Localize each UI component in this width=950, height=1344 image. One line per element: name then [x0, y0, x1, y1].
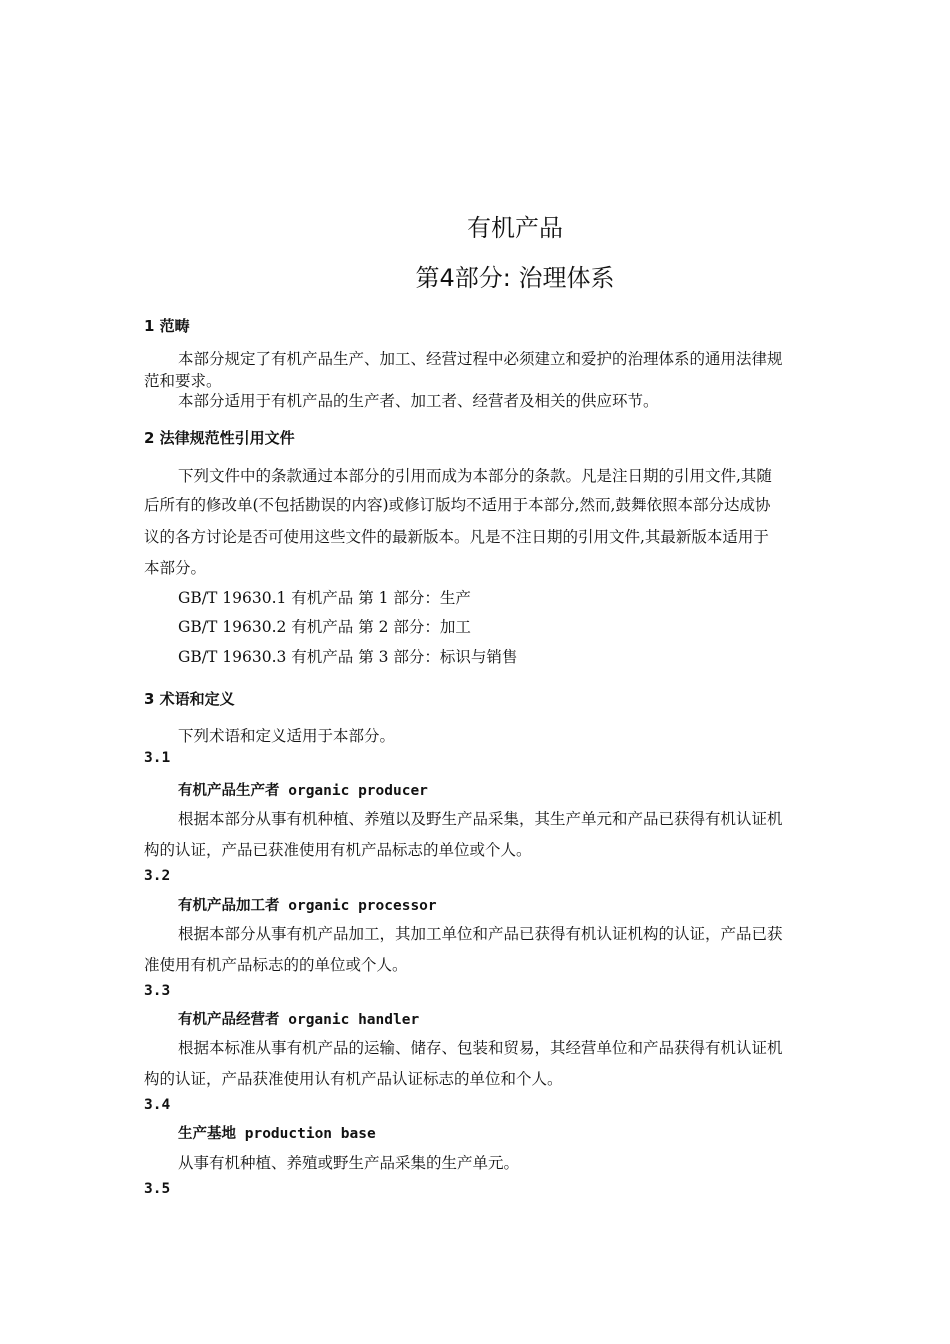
paragraph-line: 下列文件中的条款通过本部分的引用而成为本部分的条款。凡是注日期的引用文件,其随	[178, 467, 772, 485]
reference-item: GB/T 19630.2 有机产品 第 2 部分：加工	[178, 618, 471, 636]
reference-item: GB/T 19630.3 有机产品 第 3 部分：标识与销售	[178, 648, 518, 666]
section-heading-references: 2 法律规范性引用文件	[144, 429, 295, 447]
term-number: 3.4	[144, 1097, 171, 1113]
definition-line: 构的认证，产品已获准使用有机产品标志的单位或个人。	[144, 841, 532, 859]
term-title: 生产基地 production base	[178, 1126, 376, 1142]
paragraph-line: 本部分规定了有机产品生产、加工、经营过程中必须建立和爱护的治理体系的通用法律规	[178, 350, 783, 368]
paragraph-line: 议的各方讨论是否可使用这些文件的最新版本。凡是不注日期的引用文件,其最新版本适用于	[144, 528, 769, 546]
definition-line: 根据本部分从事有机种植、养殖以及野生产品采集，其生产单元和产品已获得有机认证机	[178, 810, 783, 828]
reference-item: GB/T 19630.1 有机产品 第 1 部分：生产	[178, 589, 471, 607]
paragraph-line: 后所有的修改单(不包括勘误的内容)或修订版均不适用于本部分,然而,鼓舞依照本部分达成协	[144, 496, 771, 514]
section-heading-terms: 3 术语和定义	[144, 690, 235, 708]
term-title: 有机产品生产者 organic producer	[178, 783, 428, 799]
paragraph-line: 范和要求。	[144, 372, 222, 390]
term-number: 3.1	[144, 750, 171, 766]
term-number: 3.5	[144, 1181, 171, 1197]
definition-line: 从事有机种植、养殖或野生产品采集的生产单元。	[178, 1154, 520, 1172]
paragraph-line: 本部分适用于有机产品的生产者、加工者、经营者及相关的供应环节。	[178, 392, 659, 410]
term-title: 有机产品经营者 organic handler	[178, 1012, 420, 1028]
paragraph-line: 本部分。	[144, 559, 207, 577]
term-number: 3.3	[144, 983, 171, 999]
definition-line: 准使用有机产品标志的的单位或个人。	[144, 956, 408, 974]
document-subtitle: 第4部分: 治理体系	[415, 264, 615, 292]
definition-line: 构的认证，产品获准使用认有机产品认证标志的单位和个人。	[144, 1070, 563, 1088]
paragraph-line: 下列术语和定义适用于本部分。	[178, 727, 396, 745]
document-title: 有机产品	[467, 214, 563, 242]
term-title: 有机产品加工者 organic processor	[178, 898, 437, 914]
definition-line: 根据本部分从事有机产品加工，其加工单位和产品已获得有机认证机构的认证，产品已获	[178, 925, 783, 943]
term-number: 3.2	[144, 868, 171, 884]
definition-line: 根据本标准从事有机产品的运输、储存、包装和贸易，其经营单位和产品获得有机认证机	[178, 1039, 783, 1057]
section-heading-scope: 1 范畴	[144, 317, 190, 335]
